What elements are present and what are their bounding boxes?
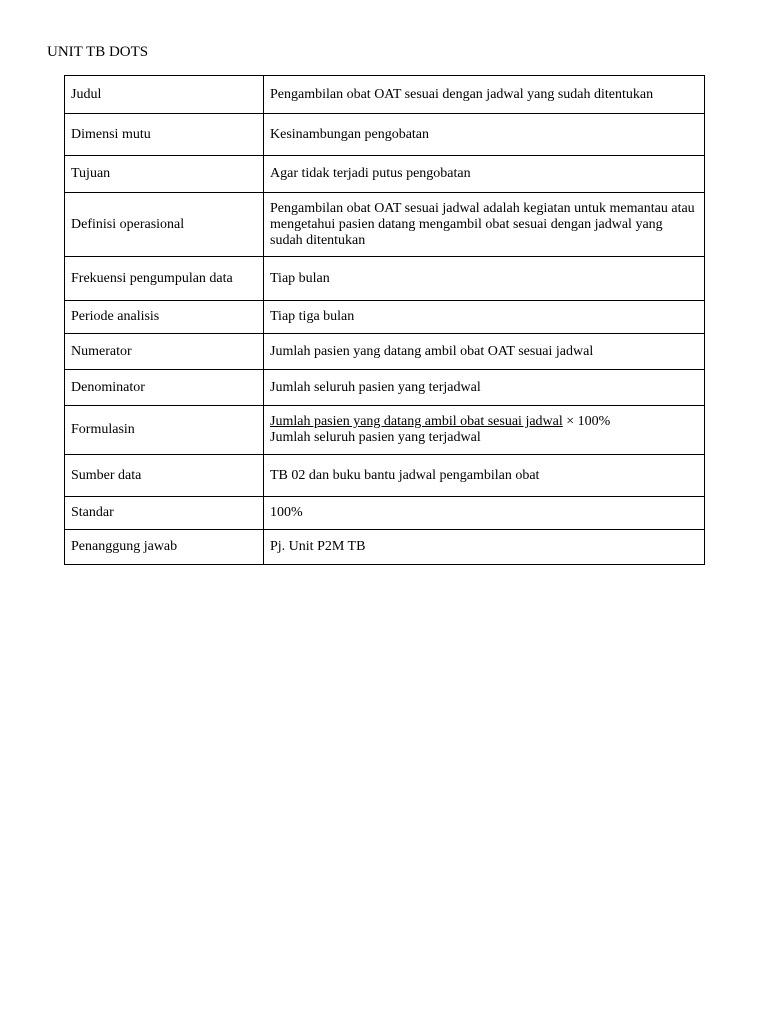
table-row	[65, 156, 705, 193]
row-value: Pengambilan obat OAT sesuai dengan jadwal yang sudah ditentukan	[264, 76, 705, 114]
table-row	[65, 497, 705, 530]
row-label: Penanggung jawab	[65, 530, 264, 565]
table-row	[65, 257, 705, 301]
page-title: UNIT TB DOTS	[47, 44, 149, 60]
table-row	[65, 530, 705, 565]
formula-line-1	[270, 414, 698, 430]
row-label: Denominator	[65, 370, 264, 406]
row-label: Judul	[65, 76, 264, 114]
row-value: Pj. Unit P2M TB	[264, 530, 705, 565]
row-value: Tiap tiga bulan	[264, 301, 705, 334]
table-row	[65, 455, 705, 497]
row-label: Dimensi mutu	[65, 114, 264, 156]
row-value: Jumlah seluruh pasien yang terjadwal	[264, 370, 705, 406]
row-value: 100%	[264, 497, 705, 530]
row-value: TB 02 dan buku bantu jadwal pengambilan obat	[264, 455, 705, 497]
table-row	[65, 193, 705, 257]
row-label: Standar	[65, 497, 264, 530]
formula-denominator: Jumlah seluruh pasien yang terjadwal	[270, 430, 481, 445]
row-label: Numerator	[65, 334, 264, 370]
table-row	[65, 334, 705, 370]
row-value: Pengambilan obat OAT sesuai jadwal adalah kegiatan untuk memantau atau mengetahui pasien datang mengambil obat sesuai dengan jadwal yang sudah ditentukan	[264, 193, 705, 257]
table-row	[65, 114, 705, 156]
formula-numerator: Jumlah pasien yang datang ambil obat sesuai jadwal	[270, 414, 563, 429]
row-value: Agar tidak terjadi putus pengobatan	[264, 156, 705, 193]
row-value: Tiap bulan	[264, 257, 705, 301]
table-row	[65, 406, 705, 455]
formula-multiplier: × 100%	[562, 414, 611, 429]
table-row	[65, 370, 705, 406]
row-label: Sumber data	[65, 455, 264, 497]
formula-cell	[264, 406, 705, 455]
table-row	[65, 301, 705, 334]
indicator-profile-table	[64, 75, 705, 565]
row-label: Tujuan	[65, 156, 264, 193]
row-value: Kesinambungan pengobatan	[264, 114, 705, 156]
row-label: Periode analisis	[65, 301, 264, 334]
row-label: Frekuensi pengumpulan data	[65, 257, 264, 301]
row-label: Definisi operasional	[65, 193, 264, 257]
table-row	[65, 76, 705, 114]
row-value: Jumlah pasien yang datang ambil obat OAT sesuai jadwal	[264, 334, 705, 370]
row-label: Formulasin	[65, 406, 264, 455]
